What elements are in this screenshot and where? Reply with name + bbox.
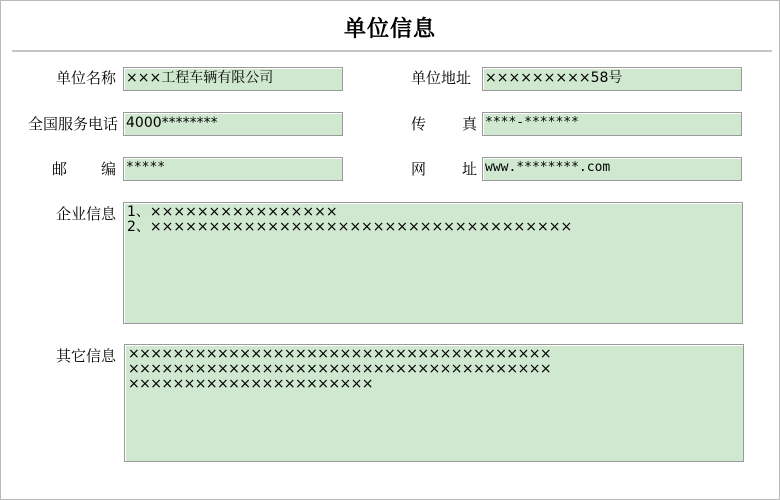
service-phone-field[interactable]: 4000******** bbox=[123, 112, 343, 136]
website-label-char-1: 网 bbox=[411, 160, 427, 178]
other-info-textarea[interactable]: ×××××××××××××××××××××××××××××××××××××× ×××××××××××××××××××××××××××××××××××××× ×××××××××××××××××××××× bbox=[124, 344, 744, 462]
enterprise-info-textarea[interactable]: 1、×××××××××××××××× 2、×××××××××××××××××××××××××××××××××××× bbox=[123, 202, 743, 324]
company-name-label: 单位名称 bbox=[55, 69, 116, 87]
postcode-label-char-2: 编 bbox=[100, 160, 116, 178]
company-address-field[interactable]: ×××××××××58号 bbox=[482, 67, 742, 91]
website-label bbox=[411, 159, 477, 179]
title-divider bbox=[12, 50, 772, 52]
postcode-label-char-1: 邮 bbox=[52, 160, 68, 178]
fax-field[interactable]: ****-******* bbox=[482, 112, 742, 136]
page-title: 单位信息 bbox=[343, 17, 436, 42]
service-phone-label: 全国服务电话 bbox=[27, 115, 118, 133]
enterprise-info-label: 企业信息 bbox=[55, 205, 116, 223]
company-name-field[interactable]: ×××工程车辆有限公司 bbox=[123, 67, 343, 91]
fax-label-char-2: 真 bbox=[461, 115, 477, 133]
postcode-label bbox=[52, 159, 116, 179]
other-info-label: 其它信息 bbox=[55, 347, 116, 365]
fax-label bbox=[411, 114, 477, 134]
postcode-field[interactable]: ***** bbox=[123, 157, 343, 181]
fax-label-char-1: 传 bbox=[411, 115, 427, 133]
company-address-label: 单位地址 bbox=[411, 69, 472, 87]
website-field[interactable]: www.********.com bbox=[482, 157, 742, 181]
website-label-char-2: 址 bbox=[461, 160, 477, 178]
